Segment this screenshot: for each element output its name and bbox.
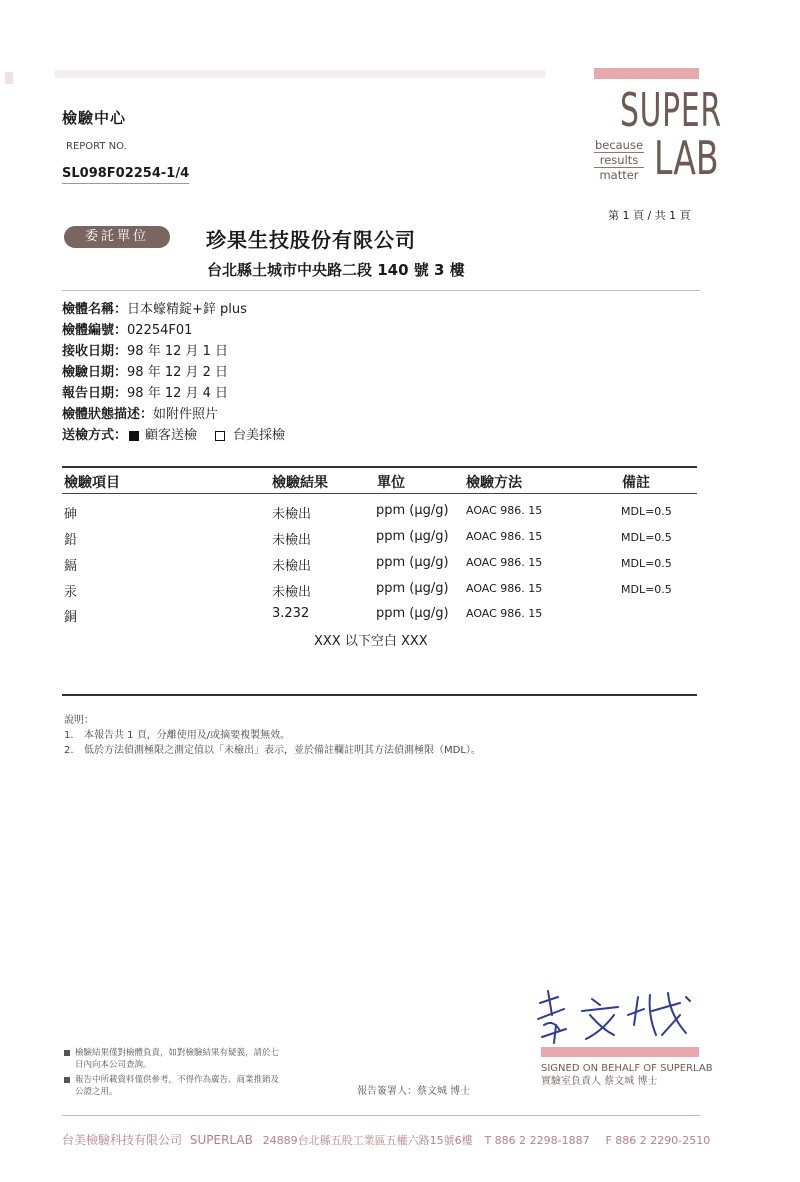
tagline-word: results <box>594 153 644 168</box>
footer <box>62 1131 710 1148</box>
info-label: 檢體狀態描述： <box>62 407 154 422</box>
disclaimer-text: 報告中所載資料僅供參考，不得作為廣告、商業推銷及公證之用。 <box>75 1075 280 1097</box>
divider <box>62 290 700 291</box>
note-text: 低於方法偵測極限之測定值以「未檢出」表示，並於備註欄註明其方法偵測極限（MDL）。 <box>84 745 481 756</box>
footer-address: 24889台北縣五股工業區五權六路15號6樓 <box>262 1134 473 1147</box>
cell-item: 鎘 <box>64 559 78 574</box>
note-num: 2. <box>64 745 74 756</box>
cell-note: MDL=0.5 <box>621 583 672 596</box>
info-row <box>62 362 285 383</box>
notes-title: 說明： <box>64 715 94 726</box>
bullet-square-icon <box>64 1050 70 1056</box>
bullet-square-icon <box>64 1077 70 1083</box>
note-num: 1. <box>64 730 74 741</box>
table-bottom-rule <box>62 694 697 696</box>
scan-mark <box>5 72 13 84</box>
cell-unit: ppm (μg/g) <box>376 529 449 544</box>
checkbox-checked <box>129 431 139 441</box>
footer-brand: SUPERLAB <box>189 1133 253 1147</box>
info-value: 98 年 12 月 2 日 <box>127 365 229 380</box>
col-header-unit: 單位 <box>377 475 405 491</box>
cell-method: AOAC 986. 15 <box>466 607 543 620</box>
cell-result: 未檢出 <box>272 507 312 522</box>
delivery-label: 送檢方式： <box>62 428 128 443</box>
footer-fax: F 886 2 2290-2510 <box>605 1134 711 1147</box>
lab-head: 實驗室負責人 蔡文城 博士 <box>541 1076 658 1087</box>
handwritten-signature <box>530 985 700 1049</box>
cell-method: AOAC 986. 15 <box>466 504 543 517</box>
note-text: 本報告共 1 頁，分離使用及/或摘要複製無效。 <box>84 730 291 741</box>
info-row <box>62 404 285 425</box>
cell-result: 未檢出 <box>272 559 312 574</box>
cell-note: MDL=0.5 <box>621 531 672 544</box>
note-item <box>64 743 481 758</box>
cell-note: MDL=0.5 <box>621 557 672 570</box>
table-header-rule <box>62 493 697 494</box>
client-company: 珍果生技股份有限公司 <box>206 228 416 252</box>
tagline-word: matter <box>599 168 639 182</box>
col-header-method: 檢驗方法 <box>466 475 522 491</box>
cell-unit: ppm (μg/g) <box>376 581 449 596</box>
disclaimer-item <box>64 1074 284 1098</box>
note-item <box>64 728 481 743</box>
info-label: 檢體編號： <box>62 323 128 338</box>
info-row <box>62 320 285 341</box>
signed-block <box>541 1062 713 1088</box>
cell-method: AOAC 986. 15 <box>466 530 543 543</box>
logo-super: SUPER <box>620 83 722 137</box>
client-badge: 委託單位 <box>64 226 170 248</box>
report-number: SL098F02254-1/4 <box>62 166 189 184</box>
sample-info <box>62 299 285 446</box>
delivery-row <box>62 425 285 446</box>
cell-unit: ppm (μg/g) <box>376 555 449 570</box>
cell-item: 鉛 <box>64 533 78 548</box>
delivery-option-1: 顧客送檢 <box>145 428 198 443</box>
info-row <box>62 341 285 362</box>
info-value: 日本蠔精錠+鋅 plus <box>127 302 247 317</box>
col-header-item: 檢驗項目 <box>64 475 120 491</box>
cell-result: 3.232 <box>272 606 310 621</box>
cell-method: AOAC 986. 15 <box>466 582 543 595</box>
cell-item: 砷 <box>64 507 78 522</box>
client-address: 台北縣土城市中央路二段 140 號 3 樓 <box>207 261 465 279</box>
col-header-note: 備註 <box>622 475 650 491</box>
notes <box>64 713 481 758</box>
cell-result: 未檢出 <box>272 585 312 600</box>
delivery-option-2: 台美採檢 <box>233 428 286 443</box>
top-scan-band <box>55 70 545 78</box>
info-value: 98 年 12 月 4 日 <box>127 386 229 401</box>
disclaimer-notes <box>64 1047 284 1101</box>
info-value: 98 年 12 月 1 日 <box>127 344 229 359</box>
tagline-word: because <box>594 138 644 152</box>
info-row <box>62 383 285 404</box>
info-label: 報告日期： <box>62 386 128 401</box>
logo-lab: LAB <box>654 131 719 185</box>
info-label: 檢驗日期： <box>62 365 128 380</box>
footer-tel: T 886 2 2298-1887 <box>484 1134 590 1147</box>
cell-note: MDL=0.5 <box>621 505 672 518</box>
cell-unit: ppm (μg/g) <box>376 503 449 518</box>
disclaimer-text: 檢驗結果僅對檢體負責，如對檢驗結果有疑義，請於七日內向本公司查詢。 <box>75 1048 280 1070</box>
report-no-label: REPORT NO. <box>66 141 127 152</box>
footer-company: 台美檢驗科技有限公司 <box>62 1133 183 1147</box>
center-title: 檢驗中心 <box>62 109 127 127</box>
logo-accent-bar <box>594 68 699 79</box>
cell-result: 未檢出 <box>272 533 312 548</box>
info-value: 如附件照片 <box>153 407 219 422</box>
checkbox-empty <box>215 431 225 441</box>
cell-item: 汞 <box>64 585 78 600</box>
info-label: 接收日期： <box>62 344 128 359</box>
info-row <box>62 299 285 320</box>
blank-marker: XXX 以下空白 XXX <box>314 634 428 649</box>
info-label: 檢體名稱： <box>62 302 128 317</box>
footer-divider <box>62 1115 700 1116</box>
info-value: 02254F01 <box>127 323 193 338</box>
cell-item: 銅 <box>64 610 78 625</box>
col-header-result: 檢驗結果 <box>272 475 328 491</box>
report-signer: 報告簽署人：蔡文城 博士 <box>357 1086 471 1097</box>
table-top-rule <box>62 466 697 468</box>
disclaimer-item <box>64 1047 284 1071</box>
page-indicator: 第 1 頁 / 共 1 頁 <box>608 209 691 222</box>
cell-unit: ppm (μg/g) <box>376 606 449 621</box>
signature-accent-bar <box>541 1047 699 1057</box>
cell-method: AOAC 986. 15 <box>466 556 543 569</box>
logo-tagline <box>594 138 644 182</box>
signed-on-behalf: SIGNED ON BEHALF OF SUPERLAB <box>541 1063 713 1074</box>
